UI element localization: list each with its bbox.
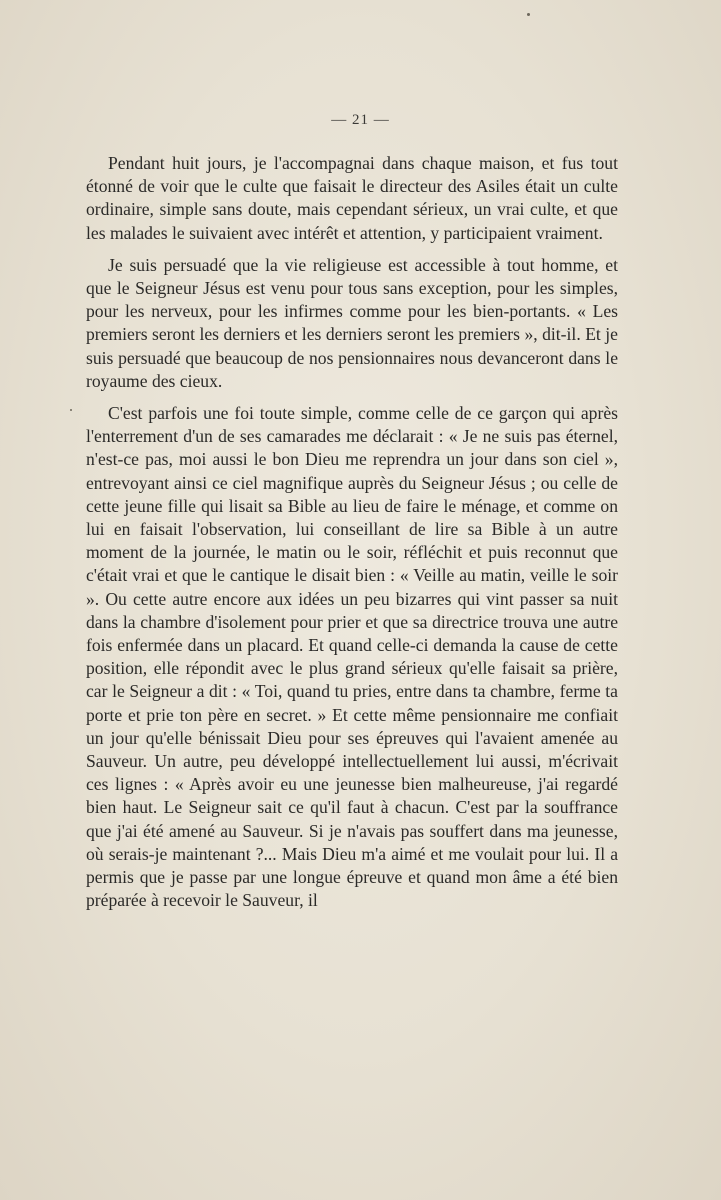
paragraph: Je suis persuadé que la vie religieuse est accessible à tout homme, et que le Seigneur Jésus est venu pour tous sans exception, pour les simples, pour les nerveux, pour les infirmes comme pour les bien-portants. « Les premiers seront les derniers et les derniers seront les premiers », dit-il. Et je suis persuadé que beaucoup de nos pensionnaires nous devanceront dans le royaume des cieux. bbox=[86, 254, 618, 391]
paper-speck bbox=[527, 13, 530, 16]
paper-speck bbox=[70, 409, 72, 411]
paragraph: C'est parfois une foi toute simple, comme celle de ce garçon qui après l'enterrement d'un de ses camarades me déclarait : « Je ne suis pas éternel, n'est-ce pas, moi aussi le bon Dieu me reprendra un jour dans son ciel », entrevoyant ainsi ce ciel magnifique auprès du Seigneur Jésus ; ou celle de cette jeune fille qui lisait sa Bible au lieu de faire le ménage, et comme on lui en faisait l'observation, lui conseillant de lire sa Bible à un autre moment de la journée, le matin ou le soir, réfléchit et puis reconnut que c'était vrai et que le cantique le disait bien : « Veille au matin, veille le soir ». Ou cette autre encore aux idées un peu bizarres qui vint passer sa nuit dans la chambre d'isolement pour prier et que sa directrice trouva une autre fois enfermée dans un placard. Et quand celle-ci demanda la cause de cette position, elle répondit avec le plus grand sérieux qu'elle faisait sa prière, car le Seigneur a dit : « Toi, quand tu pries, entre dans ta chambre, ferme ta porte et prie ton père en secret. » Et cette même pensionnaire me confiait un jour qu'elle bénissait Dieu pour ses épreuves qui l'avaient amenée au Sauveur. Un autre, peu développé intellectuellement lui aussi, m'écrivait ces lignes : « Après avoir eu une jeunesse bien malheureuse, j'ai regardé bien haut. Le Seigneur sait ce qu'il faut à chacun. C'est par la souffrance que j'ai été amené au Sauveur. Si je n'avais pas souffert dans ma jeunesse, où serais-je maintenant ?... Mais Dieu m'a aimé et me voulait pour lui. Il a permis que je passe par une longue épreuve et quand mon âme a été bien préparée à recevoir le Sauveur, il bbox=[86, 403, 618, 911]
page-number: — 21 — bbox=[331, 112, 390, 128]
paragraph: Pendant huit jours, je l'accompagnai dans chaque maison, et fus tout étonné de voir que le culte que faisait le directeur des Asiles était un culte ordinaire, simple sans doute, mais cependant sérieux, un vrai culte, et que les malades le suivaient avec intérêt et attention, y participaient vraiment. bbox=[86, 153, 618, 243]
body-text bbox=[86, 152, 618, 922]
